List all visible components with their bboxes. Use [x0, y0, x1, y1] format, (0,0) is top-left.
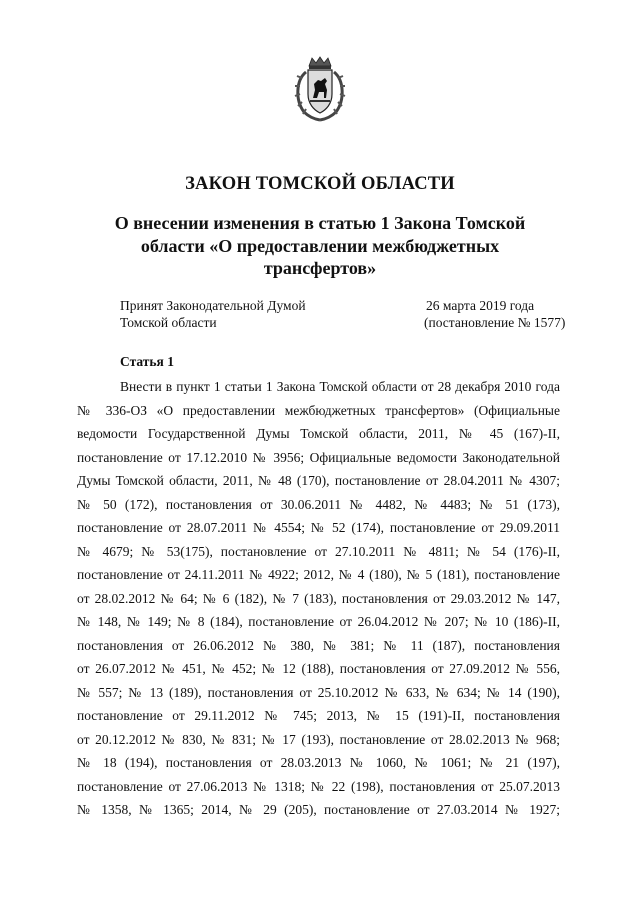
article-line: Думы Томской области, 2011, № 48 (170), постановление от 28.04.2011 № 4307; [77, 473, 560, 488]
law-title: ЗАКОН ТОМСКОЙ ОБЛАСТИ [185, 174, 455, 194]
article-line: постановление от 29.11.2012 № 745; 2013, № 15 (191)-II, постановления [77, 708, 560, 723]
subtitle-line: области «О предоставлении межбюджетных [140, 235, 500, 256]
article-line: № 336-ОЗ «О предоставлении межбюджетных трансфертов» (Официальные [77, 402, 560, 418]
article-line: ведомости Государственной Думы Томской области, 2011, № 45 (167)-II, [77, 426, 560, 441]
article-line: постановление от 24.11.2011 № 4922; 2012, № 4 (180), № 5 (181), постановление [77, 567, 560, 582]
article-line: № 18 (194), постановления от 28.03.2013 № 1060, № 1061; № 21 (197), [77, 755, 560, 770]
tomsk-coat-of-arms-icon [292, 56, 348, 122]
law-subtitle [100, 212, 540, 280]
adopted-by-line: Томской области [120, 315, 217, 330]
article-line: от 26.07.2012 № 451, № 452; № 12 (188), постановления от 27.09.2012 № 556, [77, 661, 560, 676]
article-line: № 4679; № 53(175), постановление от 27.10.2011 № 4811; № 54 (176)-II, [77, 543, 560, 559]
article-body [77, 375, 560, 822]
article-line: № 148, № 149; № 8 (184), постановление от 26.04.2012 № 207; № 10 (186)-II, [77, 614, 560, 629]
subtitle-line: О внесении изменения в статью 1 Закона Томской [114, 213, 526, 233]
article-line: от 20.12.2012 № 830, № 831; № 17 (193), постановление от 28.02.2013 № 968; [77, 731, 560, 747]
article-line: Внести в пункт 1 статьи 1 Закона Томской области от 28 декабря 2010 года [120, 379, 560, 394]
adopted-by-line: Принят Законодательной Думой [120, 298, 306, 313]
resolution-number: (постановление № 1577) [424, 315, 566, 330]
subtitle-line: трансфертов» [263, 258, 377, 278]
article-line: от 28.02.2012 № 64; № 6 (182), № 7 (183), постановления от 29.03.2012 № 147, [77, 590, 560, 606]
article-line: № 1358, № 1365; 2014, № 29 (205), постановление от 27.03.2014 № 1927; [77, 802, 560, 817]
article-line: постановление от 27.06.2013 № 1318; № 22 (198), постановления от 25.07.2013 [77, 778, 560, 794]
article-line: постановление от 17.12.2010 № 3956; Официальные ведомости Законодательной [77, 449, 560, 465]
adopted-by [120, 297, 306, 331]
article-line: постановления от 26.06.2012 № 380, № 381; № 11 (187), постановления [77, 637, 560, 653]
adoption-date: 26 марта 2019 года [426, 298, 535, 313]
adoption-info [424, 297, 565, 331]
article-line: № 557; № 13 (189), постановления от 25.10.2012 № 633, № 634; № 14 (190), [77, 684, 560, 700]
article-heading: Статья 1 [120, 354, 174, 369]
article-line: постановление от 28.07.2011 № 4554; № 52 (174), постановление от 29.09.2011 [77, 520, 560, 535]
article-line: № 50 (172), постановления от 30.06.2011 № 4482, № 4483; № 51 (173), [77, 496, 560, 512]
